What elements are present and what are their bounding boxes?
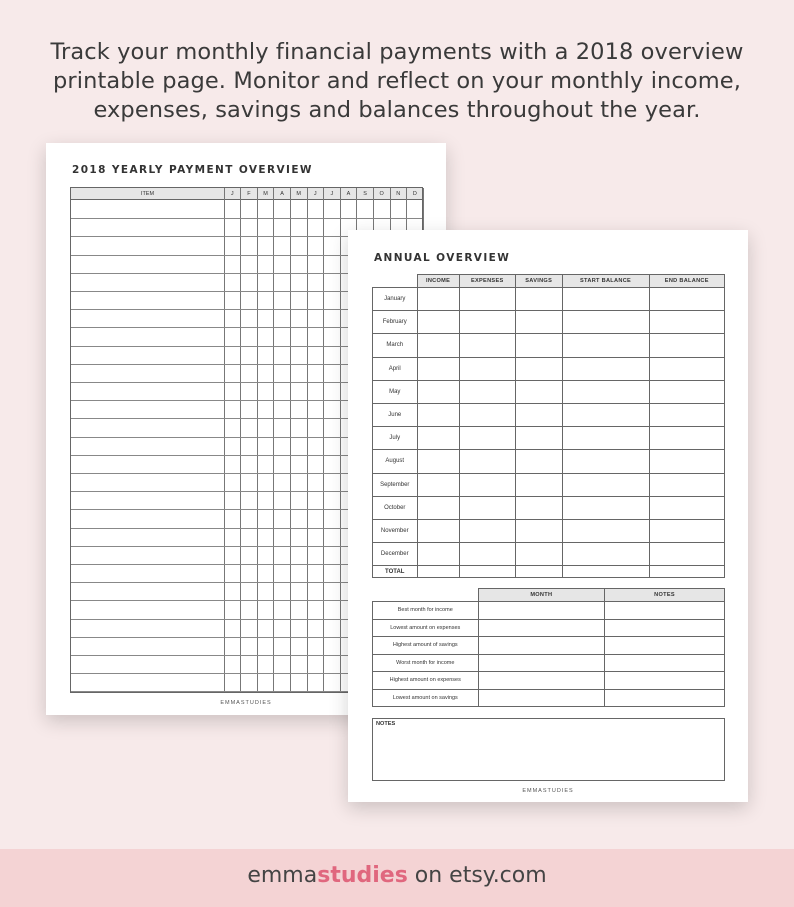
table-cell[interactable]: [562, 427, 649, 450]
headline-line-2: printable page. Monitor and reflect on your monthly income,: [53, 68, 741, 94]
col-notes: NOTES: [605, 589, 725, 602]
table-cell[interactable]: [515, 311, 562, 334]
month-column-header: O: [379, 191, 384, 197]
notes-box: [372, 718, 725, 781]
etsy-banner: [0, 849, 794, 907]
month-column-header: F: [247, 191, 251, 197]
table-cell[interactable]: [459, 496, 515, 519]
table-cell[interactable]: [649, 380, 724, 403]
month-label: December: [373, 543, 418, 566]
table-cell[interactable]: [649, 496, 724, 519]
total-cell[interactable]: [562, 566, 649, 578]
summary-label: Highest amount of savings: [373, 637, 479, 655]
table-cell[interactable]: [515, 427, 562, 450]
grid-column-line: [224, 188, 225, 692]
table-cell[interactable]: [459, 311, 515, 334]
grid-column-line: [240, 188, 241, 692]
table-cell[interactable]: [478, 637, 605, 655]
month-column-header: A: [280, 191, 284, 197]
table-row: [373, 602, 725, 620]
yearly-payment-title: 2018 YEARLY PAYMENT OVERVIEW: [72, 164, 313, 176]
headline-line-1: Track your monthly financial payments with a 2018 overview: [50, 39, 744, 65]
table-row: [373, 672, 725, 690]
summary-label: Highest amount on expenses: [373, 672, 479, 690]
table-cell[interactable]: [478, 689, 605, 707]
table-cell[interactable]: [459, 473, 515, 496]
table-cell[interactable]: [605, 637, 725, 655]
total-label: TOTAL: [373, 566, 418, 578]
table-cell[interactable]: [417, 473, 459, 496]
table-cell[interactable]: [649, 427, 724, 450]
total-cell[interactable]: [459, 566, 515, 578]
item-column-header: ITEM: [140, 191, 155, 197]
table-row: [373, 311, 725, 334]
table-cell[interactable]: [649, 334, 724, 357]
table-cell[interactable]: [417, 543, 459, 566]
table-cell[interactable]: [562, 288, 649, 311]
month-label: January: [373, 288, 418, 311]
table-cell[interactable]: [515, 543, 562, 566]
table-cell[interactable]: [459, 519, 515, 542]
table-row: [373, 357, 725, 380]
month-label: August: [373, 450, 418, 473]
table-cell[interactable]: [478, 672, 605, 690]
table-cell[interactable]: [605, 689, 725, 707]
table-row: [373, 637, 725, 655]
table-cell[interactable]: [515, 288, 562, 311]
total-row: [373, 566, 725, 578]
headline-line-3: expenses, savings and balances throughout the year.: [93, 97, 701, 123]
table-cell[interactable]: [605, 672, 725, 690]
col-end-balance: END BALANCE: [649, 275, 724, 288]
table-cell[interactable]: [417, 288, 459, 311]
table-cell[interactable]: [649, 473, 724, 496]
table-cell[interactable]: [459, 357, 515, 380]
grid-row-line: [71, 218, 422, 219]
table-row: [373, 543, 725, 566]
table-cell[interactable]: [459, 288, 515, 311]
table-cell[interactable]: [417, 380, 459, 403]
table-cell[interactable]: [649, 519, 724, 542]
table-cell[interactable]: [459, 334, 515, 357]
table-cell[interactable]: [417, 311, 459, 334]
notes-label: NOTES: [376, 721, 396, 727]
table-cell[interactable]: [478, 654, 605, 672]
table-cell[interactable]: [562, 450, 649, 473]
table-row: [373, 450, 725, 473]
month-label: May: [373, 380, 418, 403]
col-income: INCOME: [417, 275, 459, 288]
month-column-header: D: [412, 191, 417, 197]
month-label: March: [373, 334, 418, 357]
table-cell[interactable]: [562, 473, 649, 496]
headline: [0, 38, 794, 125]
table-cell[interactable]: [605, 654, 725, 672]
table-cell[interactable]: [417, 357, 459, 380]
month-label: June: [373, 403, 418, 426]
month-column-header: N: [396, 191, 401, 197]
month-column-header: A: [346, 191, 351, 197]
table-cell[interactable]: [417, 334, 459, 357]
month-column-header: J: [230, 191, 234, 197]
table-cell[interactable]: [562, 380, 649, 403]
yearly-grid-header: [71, 188, 422, 200]
grid-column-line: [290, 188, 291, 692]
table-row: [373, 519, 725, 542]
grid-column-line: [307, 188, 308, 692]
annual-overview-title: ANNUAL OVERVIEW: [374, 252, 511, 264]
table-cell[interactable]: [478, 602, 605, 620]
table-cell[interactable]: [649, 357, 724, 380]
summary-label: Best month for income: [373, 602, 479, 620]
table-cell[interactable]: [459, 403, 515, 426]
month-column-header: J: [313, 191, 317, 197]
table-row: [373, 380, 725, 403]
table-cell[interactable]: [417, 496, 459, 519]
month-label: July: [373, 427, 418, 450]
grid-column-line: [273, 188, 274, 692]
month-label: October: [373, 496, 418, 519]
col-expenses: EXPENSES: [459, 275, 515, 288]
table-cell[interactable]: [649, 543, 724, 566]
annual-table-header: [373, 275, 725, 288]
table-row: [373, 473, 725, 496]
table-row: [373, 619, 725, 637]
summary-label: Lowest amount on savings: [373, 689, 479, 707]
table-cell[interactable]: [562, 403, 649, 426]
table-cell[interactable]: [515, 473, 562, 496]
total-cell[interactable]: [515, 566, 562, 578]
table-cell[interactable]: [515, 519, 562, 542]
table-cell[interactable]: [515, 380, 562, 403]
table-cell[interactable]: [562, 311, 649, 334]
table-cell[interactable]: [417, 450, 459, 473]
month-label: February: [373, 311, 418, 334]
table-cell[interactable]: [562, 496, 649, 519]
page1-footer: EMMASTUDIES: [220, 700, 272, 706]
col-savings: SAVINGS: [515, 275, 562, 288]
annual-overview-page: [348, 230, 748, 802]
page2-footer: EMMASTUDIES: [522, 788, 574, 794]
table-cell[interactable]: [515, 357, 562, 380]
banner-prefix: emma: [247, 863, 318, 888]
table-cell[interactable]: [649, 288, 724, 311]
summary-label: Lowest amount on expenses: [373, 619, 479, 637]
table-cell[interactable]: [478, 619, 605, 637]
table-cell[interactable]: [562, 519, 649, 542]
table-cell[interactable]: [417, 403, 459, 426]
table-cell[interactable]: [515, 496, 562, 519]
col-month: MONTH: [478, 589, 605, 602]
total-cell[interactable]: [417, 566, 459, 578]
month-column-header: M: [296, 191, 301, 197]
month-label: September: [373, 473, 418, 496]
table-row: [373, 403, 725, 426]
table-cell[interactable]: [515, 403, 562, 426]
total-cell[interactable]: [649, 566, 724, 578]
summary-table: [372, 588, 725, 707]
table-cell[interactable]: [562, 334, 649, 357]
month-column-header: M: [263, 191, 268, 197]
table-cell[interactable]: [459, 427, 515, 450]
table-cell[interactable]: [515, 450, 562, 473]
table-cell[interactable]: [459, 380, 515, 403]
table-cell[interactable]: [562, 357, 649, 380]
grid-column-line: [340, 188, 341, 692]
table-row: [373, 496, 725, 519]
annual-table: [372, 274, 725, 578]
summary-table-header: [373, 589, 725, 602]
table-row: [373, 427, 725, 450]
table-cell[interactable]: [649, 450, 724, 473]
table-cell[interactable]: [605, 602, 725, 620]
table-cell[interactable]: [515, 334, 562, 357]
table-row: [373, 654, 725, 672]
grid-column-line: [323, 188, 324, 692]
table-cell[interactable]: [649, 311, 724, 334]
month-label: November: [373, 519, 418, 542]
table-row: [373, 334, 725, 357]
month-label: April: [373, 357, 418, 380]
table-row: [373, 288, 725, 311]
grid-column-line: [257, 188, 258, 692]
table-cell[interactable]: [605, 619, 725, 637]
banner-brand: studies: [317, 863, 408, 888]
table-cell[interactable]: [417, 427, 459, 450]
summary-label: Worst month for income: [373, 654, 479, 672]
table-cell[interactable]: [649, 403, 724, 426]
month-column-header: S: [363, 191, 367, 197]
table-cell[interactable]: [459, 450, 515, 473]
month-column-header: J: [330, 191, 334, 197]
table-cell[interactable]: [459, 543, 515, 566]
col-start-balance: START BALANCE: [562, 275, 649, 288]
table-row: [373, 689, 725, 707]
table-cell[interactable]: [417, 519, 459, 542]
banner-suffix: on etsy.com: [407, 863, 547, 888]
table-cell[interactable]: [562, 543, 649, 566]
